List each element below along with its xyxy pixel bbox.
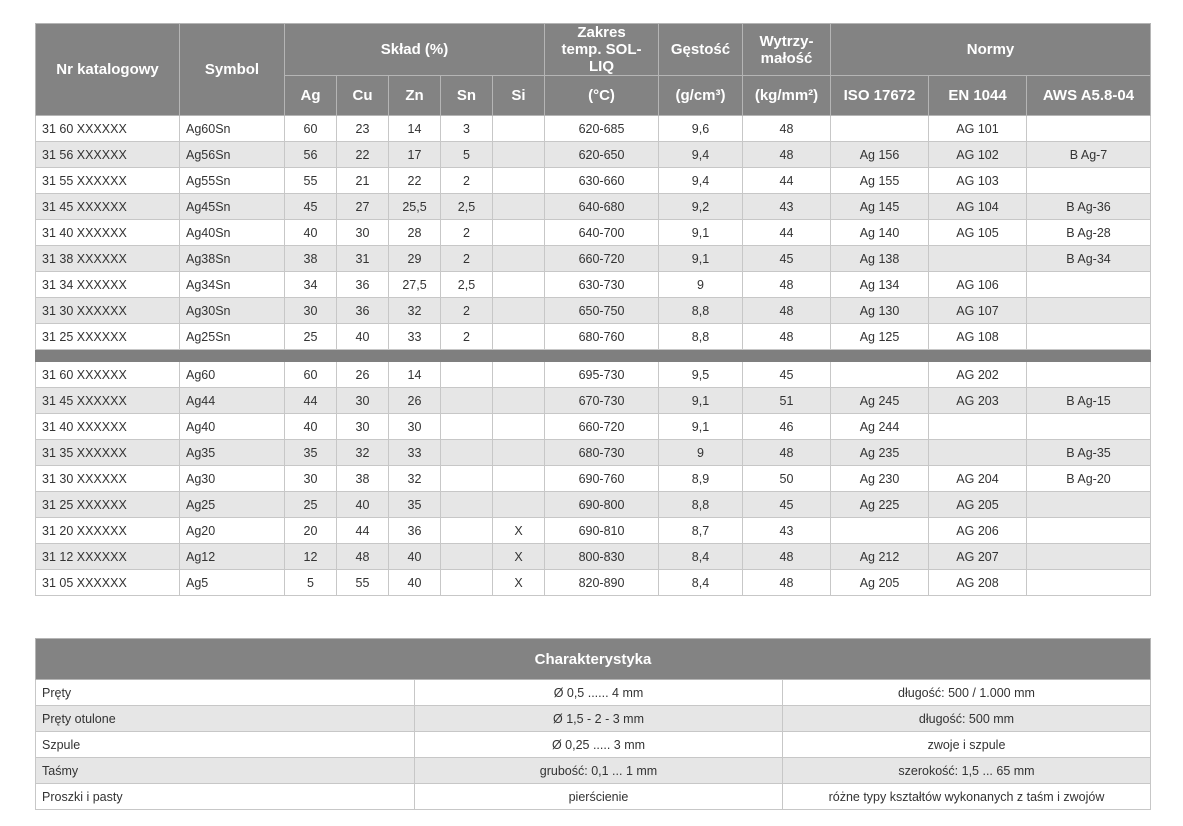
table-cell: 56 [285,142,337,168]
table-cell: 43 [743,194,831,220]
table-cell: 9,1 [659,220,743,246]
table-cell: Ag 125 [831,324,929,350]
table-row [36,142,1151,168]
table-cell [1027,116,1151,142]
table-cell: 51 [743,388,831,414]
table-cell: 2 [441,220,493,246]
table-cell [493,272,545,298]
table-cell: 31 20 XXXXXX [36,518,180,544]
table-cell: 38 [337,466,389,492]
table-cell: AG 106 [929,272,1027,298]
table-cell: AG 204 [929,466,1027,492]
table-cell [831,518,929,544]
table-cell: 2 [441,298,493,324]
table-cell [493,142,545,168]
table-cell: 22 [337,142,389,168]
table-cell: 640-700 [545,220,659,246]
table-cell [1027,518,1151,544]
table-cell [493,492,545,518]
table-row [36,362,1151,388]
table-cell: Ø 1,5 - 2 - 3 mm [415,706,783,732]
table-cell: Ag60Sn [180,116,285,142]
table-cell: 31 60 XXXXXX [36,116,180,142]
table-cell: 28 [389,220,441,246]
table-cell: 30 [337,220,389,246]
table-row [36,518,1151,544]
header-si: Si [493,76,545,116]
table-cell: 31 60 XXXXXX [36,362,180,388]
table-cell: AG 107 [929,298,1027,324]
table-cell: 8,9 [659,466,743,492]
table-cell: AG 102 [929,142,1027,168]
table-cell [493,324,545,350]
table-row [36,246,1151,272]
table-cell: 8,8 [659,492,743,518]
table-cell: 680-730 [545,440,659,466]
table-cell [441,492,493,518]
table-cell: Ag 140 [831,220,929,246]
table-cell: B Ag-36 [1027,194,1151,220]
table-cell: 620-685 [545,116,659,142]
table-cell: 40 [285,220,337,246]
table-row [36,758,1151,784]
table-cell: 35 [285,440,337,466]
table-cell: 31 40 XXXXXX [36,414,180,440]
table-cell: 690-810 [545,518,659,544]
table-cell [493,362,545,388]
table-cell: Ag40 [180,414,285,440]
table-row [36,272,1151,298]
table-cell: Ø 0,25 ..... 3 mm [415,732,783,758]
table-cell: B Ag-7 [1027,142,1151,168]
table-cell: Ag 156 [831,142,929,168]
table-cell: grubość: 0,1 ... 1 mm [415,758,783,784]
table-cell: 8,8 [659,298,743,324]
table-cell: Ag12 [180,544,285,570]
table-cell: 650-750 [545,298,659,324]
table-cell: B Ag-20 [1027,466,1151,492]
table-cell: Ag 145 [831,194,929,220]
table-cell: AG 207 [929,544,1027,570]
table-cell [1027,168,1151,194]
table-row [36,220,1151,246]
table-cell: pierścienie [415,784,783,810]
table-cell: 660-720 [545,246,659,272]
table-cell: B Ag-15 [1027,388,1151,414]
table-cell: AG 104 [929,194,1027,220]
table-row [36,680,1151,706]
table-cell: 31 30 XXXXXX [36,466,180,492]
characteristics-table [35,638,1151,810]
table-cell: 690-760 [545,466,659,492]
table-cell: 31 45 XXXXXX [36,194,180,220]
table-cell: różne typy kształtów wykonanych z taśm i zwojów [783,784,1151,810]
table-cell: 40 [285,414,337,440]
table-cell: 32 [389,298,441,324]
table-cell: 3 [441,116,493,142]
table-cell: 36 [337,298,389,324]
table-cell: 2,5 [441,272,493,298]
header-sn: Sn [441,76,493,116]
table-cell: 29 [389,246,441,272]
table-row [36,784,1151,810]
table-cell: 44 [743,220,831,246]
table-cell: 9,4 [659,168,743,194]
table-cell: 31 38 XXXXXX [36,246,180,272]
header-aws: AWS A5.8-04 [1027,76,1151,116]
table-cell: 48 [743,272,831,298]
table-cell: długość: 500 mm [783,706,1151,732]
table-cell: 45 [743,246,831,272]
table-cell: 48 [337,544,389,570]
table-cell [1027,492,1151,518]
table-cell: 22 [389,168,441,194]
table-cell: 9,1 [659,414,743,440]
table-cell: 30 [285,298,337,324]
table-row [36,168,1151,194]
header-ag: Ag [285,76,337,116]
table-cell [1027,362,1151,388]
table-cell: 27 [337,194,389,220]
table-cell [441,414,493,440]
table-cell: Ag40Sn [180,220,285,246]
table-cell: 14 [389,116,441,142]
table-cell: 5 [285,570,337,596]
table-row [36,570,1151,596]
table-cell: 48 [743,324,831,350]
table-cell: B Ag-28 [1027,220,1151,246]
table-cell: 30 [337,414,389,440]
table-cell: Ag 225 [831,492,929,518]
table-cell: 680-760 [545,324,659,350]
alloy-table-body [36,116,1151,596]
table-row [36,440,1151,466]
table-cell: 630-730 [545,272,659,298]
separator-bar [36,350,1151,362]
table-cell: Pręty [36,680,415,706]
table-cell: 8,4 [659,570,743,596]
table-cell: 8,4 [659,544,743,570]
table-cell: 31 40 XXXXXX [36,220,180,246]
table-cell: 40 [337,492,389,518]
header-symbol: Symbol [180,24,285,116]
table-cell: 45 [743,492,831,518]
table-cell: 31 25 XXXXXX [36,492,180,518]
header-density: Gęstość [659,24,743,76]
table-cell: Ag38Sn [180,246,285,272]
header-strength-unit: (kg/mm²) [743,76,831,116]
table-cell: 33 [389,440,441,466]
table-cell: 31 56 XXXXXX [36,142,180,168]
table-cell: Ag60 [180,362,285,388]
header-temp: Zakres temp. SOL-LIQ [545,24,659,76]
table-cell: 31 12 XXXXXX [36,544,180,570]
table-cell: 2 [441,246,493,272]
header-density-unit: (g/cm³) [659,76,743,116]
table-cell: Ag20 [180,518,285,544]
table-cell: 9,5 [659,362,743,388]
table-cell: Szpule [36,732,415,758]
table-cell: 35 [389,492,441,518]
table-cell: 48 [743,544,831,570]
table-cell [441,518,493,544]
table-cell [831,362,929,388]
table-cell: 38 [285,246,337,272]
table-cell: 31 30 XXXXXX [36,298,180,324]
group-separator [36,350,1151,362]
table-row [36,116,1151,142]
table-row [36,414,1151,440]
table-cell: 40 [337,324,389,350]
table-cell: 25 [285,324,337,350]
table-cell: 31 45 XXXXXX [36,388,180,414]
header-norms: Normy [831,24,1151,76]
header-iso: ISO 17672 [831,76,929,116]
table-row [36,388,1151,414]
table-cell: 55 [337,570,389,596]
table-cell: Ag44 [180,388,285,414]
table-cell: 33 [389,324,441,350]
table-cell [493,388,545,414]
table-cell: 45 [743,362,831,388]
table-cell: 31 [337,246,389,272]
table-cell: 48 [743,440,831,466]
table-cell: Ag30 [180,466,285,492]
table-cell: 46 [743,414,831,440]
table-cell: X [493,570,545,596]
table-cell: Ag25 [180,492,285,518]
table-cell: 48 [743,142,831,168]
table-cell [1027,272,1151,298]
table-cell: Ag5 [180,570,285,596]
table-cell: 36 [389,518,441,544]
characteristics-table-body [36,680,1151,810]
table-cell: Ag45Sn [180,194,285,220]
header-composition: Skład (%) [285,24,545,76]
table-cell [493,116,545,142]
table-cell: 30 [337,388,389,414]
table-cell: Ø 0,5 ...... 4 mm [415,680,783,706]
table-cell: 48 [743,116,831,142]
table-cell: Ag25Sn [180,324,285,350]
table-cell [1027,298,1151,324]
table-cell: 50 [743,466,831,492]
table-cell: 5 [441,142,493,168]
table-cell: Ag 138 [831,246,929,272]
table-cell: 44 [337,518,389,544]
table-cell: AG 205 [929,492,1027,518]
table-cell [441,544,493,570]
table-cell: 25 [285,492,337,518]
table-cell [929,414,1027,440]
table-cell: Ag 245 [831,388,929,414]
table-cell: 27,5 [389,272,441,298]
table-cell: 670-730 [545,388,659,414]
table-cell [929,440,1027,466]
table-cell [493,466,545,492]
table-cell: Taśmy [36,758,415,784]
table-cell: 32 [337,440,389,466]
table-cell [1027,570,1151,596]
table-row [36,544,1151,570]
table-cell: 800-830 [545,544,659,570]
table-cell: 620-650 [545,142,659,168]
table-cell: Ag 155 [831,168,929,194]
table-cell: Ag 130 [831,298,929,324]
table-cell: Ag35 [180,440,285,466]
table-cell: 23 [337,116,389,142]
table-cell: 43 [743,518,831,544]
table-cell: 48 [743,570,831,596]
table-cell: AG 103 [929,168,1027,194]
table-cell [441,388,493,414]
table-cell: 14 [389,362,441,388]
table-cell: Ag 134 [831,272,929,298]
table-cell: 40 [389,544,441,570]
table-cell: 36 [337,272,389,298]
table-cell: Ag55Sn [180,168,285,194]
table-cell: 9 [659,440,743,466]
table-cell: Ag56Sn [180,142,285,168]
table-cell: 31 55 XXXXXX [36,168,180,194]
table-row [36,194,1151,220]
table-cell [441,466,493,492]
table-cell: 45 [285,194,337,220]
table-cell: AG 101 [929,116,1027,142]
table-cell: AG 208 [929,570,1027,596]
table-cell [441,570,493,596]
table-cell [493,246,545,272]
header-strength: Wytrzy- małość [743,24,831,76]
table-cell: 630-660 [545,168,659,194]
table-cell [493,194,545,220]
table-cell: Ag 212 [831,544,929,570]
table-cell: Pręty otulone [36,706,415,732]
table-cell: 8,7 [659,518,743,544]
table-cell: 9,6 [659,116,743,142]
table-cell: 25,5 [389,194,441,220]
table-cell [929,246,1027,272]
table-cell [441,440,493,466]
table-cell: B Ag-35 [1027,440,1151,466]
table-cell [493,168,545,194]
header-zn: Zn [389,76,441,116]
table-cell: AG 105 [929,220,1027,246]
table-cell: 17 [389,142,441,168]
table-cell: długość: 500 / 1.000 mm [783,680,1151,706]
table-cell: zwoje i szpule [783,732,1151,758]
table-cell: 60 [285,116,337,142]
table-cell: 660-720 [545,414,659,440]
table-cell: 31 25 XXXXXX [36,324,180,350]
table-cell [1027,324,1151,350]
table-row [36,492,1151,518]
table-cell: 2,5 [441,194,493,220]
table-cell: 55 [285,168,337,194]
table-cell: 2 [441,168,493,194]
table-cell [493,414,545,440]
table-cell: Ag34Sn [180,272,285,298]
table-cell: 12 [285,544,337,570]
table-cell [831,116,929,142]
alloy-table [35,23,1151,596]
characteristics-title: Charakterystyka [36,639,1151,680]
table-cell: 44 [743,168,831,194]
table-cell: Ag 230 [831,466,929,492]
table-cell: 34 [285,272,337,298]
table-cell: 8,8 [659,324,743,350]
table-row [36,706,1151,732]
table-cell: 9,2 [659,194,743,220]
table-cell: 31 35 XXXXXX [36,440,180,466]
table-cell: 26 [337,362,389,388]
table-cell: 695-730 [545,362,659,388]
table-cell [493,298,545,324]
table-cell: 640-680 [545,194,659,220]
table-cell: 820-890 [545,570,659,596]
table-cell: 30 [285,466,337,492]
table-cell: 2 [441,324,493,350]
table-cell [441,362,493,388]
table-cell: 9 [659,272,743,298]
table-cell: B Ag-34 [1027,246,1151,272]
table-row [36,298,1151,324]
table-cell: 31 34 XXXXXX [36,272,180,298]
table-cell: 48 [743,298,831,324]
table-cell [493,220,545,246]
table-cell: 44 [285,388,337,414]
table-cell: Ag30Sn [180,298,285,324]
table-row [36,466,1151,492]
table-cell: 60 [285,362,337,388]
table-cell [493,440,545,466]
table-cell: X [493,518,545,544]
header-en: EN 1044 [929,76,1027,116]
table-cell: 31 05 XXXXXX [36,570,180,596]
table-cell: 32 [389,466,441,492]
table-cell: 690-800 [545,492,659,518]
table-cell: 9,4 [659,142,743,168]
table-row [36,732,1151,758]
table-cell: 26 [389,388,441,414]
table-cell: Ag 244 [831,414,929,440]
table-cell: szerokość: 1,5 ... 65 mm [783,758,1151,784]
header-catalog: Nr katalogowy [36,24,180,116]
table-cell: 9,1 [659,388,743,414]
header-cu: Cu [337,76,389,116]
table-cell: Proszki i pasty [36,784,415,810]
table-cell: Ag 235 [831,440,929,466]
table-cell [1027,544,1151,570]
table-cell [1027,414,1151,440]
header-temp-unit: (°C) [545,76,659,116]
table-cell: 30 [389,414,441,440]
table-row [36,324,1151,350]
table-cell: Ag 205 [831,570,929,596]
table-cell: AG 108 [929,324,1027,350]
table-cell: 40 [389,570,441,596]
table-cell: AG 203 [929,388,1027,414]
table-cell: 20 [285,518,337,544]
table-cell: X [493,544,545,570]
table-cell: AG 206 [929,518,1027,544]
table-cell: 21 [337,168,389,194]
table-cell: 9,1 [659,246,743,272]
table-cell: AG 202 [929,362,1027,388]
